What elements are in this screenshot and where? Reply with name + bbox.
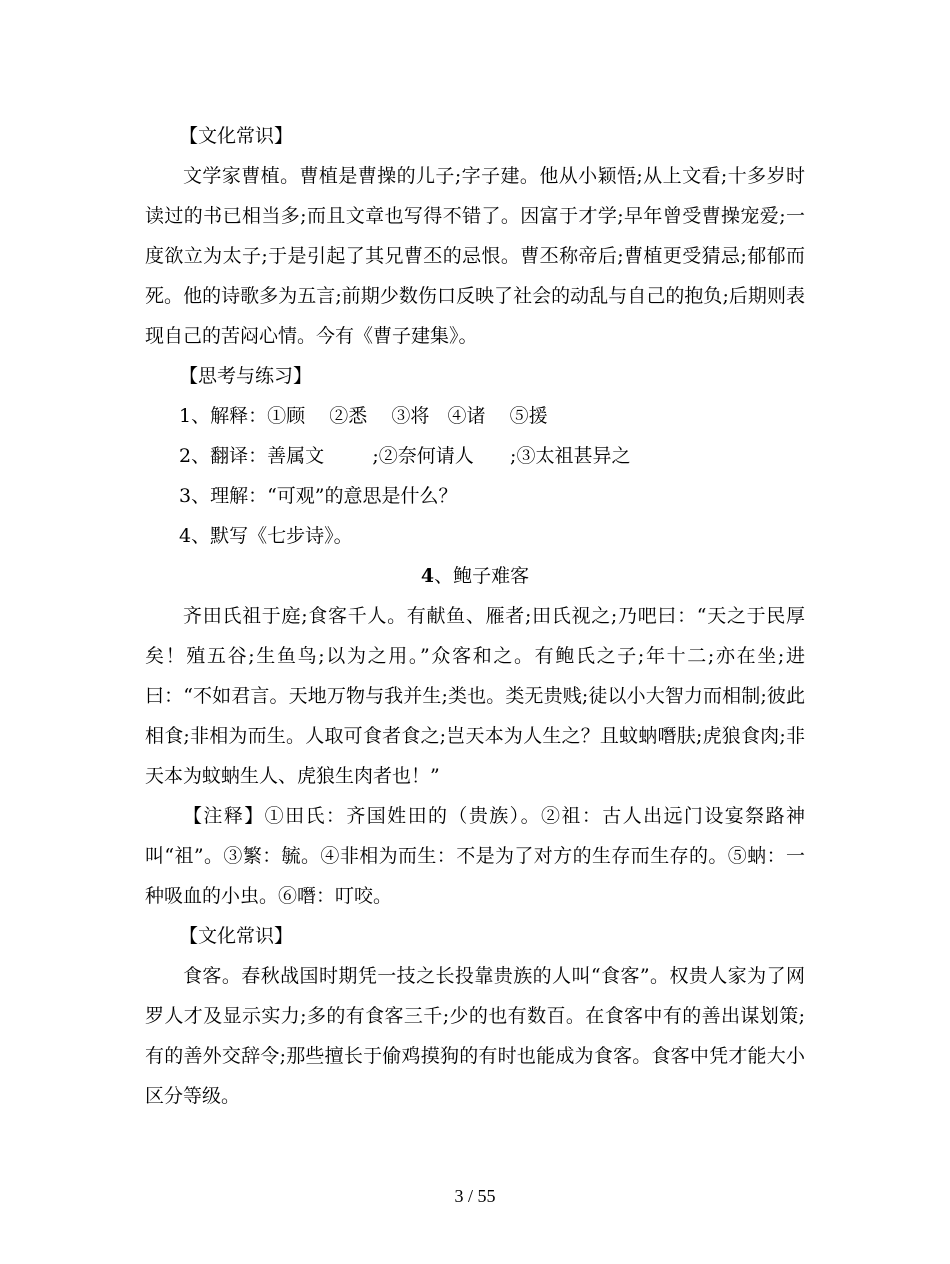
article-title: [145, 556, 805, 596]
exercise-item-2: 2、翻译：善属文 ;②奈何请人 ;③太祖甚异之: [179, 445, 631, 467]
article-body: 齐田氏祖于庭;食客千人。有献鱼、雁者;田氏视之;乃吧曰：“天之于民厚矣！殖五谷;生鱼鸟;以为之用。”众客和之。有鲍氏之子;年十二;亦在坐;进曰：“不如君言。天地万物与我并生;类也。类无贵贱;徒以小大智力而相制;彼此相食;非相为而生。人取可食者食之;岂天本为人生之？且蚊蚋噆肤;虎狼食肉;非天本为蚊蚋生人、虎狼生肉者也！”: [145, 605, 805, 787]
culture-paragraph-cao-zhi: 文学家曹植。曹植是曹操的儿子;字子建。他从小颖悟;从上文看;十多岁时读过的书已相当多;而且文章也写得不错了。因富于才学;早年曾受曹操宠爱;一度欲立为太子;于是引起了其兄曹丕的忌恨。曹丕称帝后;曹植更受猜忌;郁郁而死。他的诗歌多为五言;前期少数伤口反映了社会的动乱与自己的抱负;后期则表现自己的苦闷心情。今有《曹子建集》。: [145, 165, 805, 347]
page-number: 3 / 55: [454, 1186, 496, 1206]
exercise-item-4: 4、默写《七步诗》。: [179, 525, 353, 547]
section-heading-exercises: 【思考与练习】: [179, 365, 313, 387]
section-heading-culture: 【文化常识】: [179, 125, 294, 147]
exercise-item-1: 1、解释：①顾 ②悉 ③将 ④诸 ⑤援: [179, 405, 548, 427]
page-content: [145, 116, 805, 1116]
exercise-item-3: 3、理解：“可观”的意思是什么？: [179, 485, 458, 507]
culture-paragraph-shike: 食客。春秋战国时期凭一技之长投靠贵族的人叫“食客”。权贵人家为了网罗人才及显示实力;多的有食客三千;少的也有数百。在食客中有的善出谋划策;有的善外交辞令;那些擅长于偷鸡摸狗的有时也能成为食客。食客中凭才能大小区分等级。: [145, 965, 805, 1107]
article-title-number: 4: [420, 565, 435, 587]
section-heading-culture-2: 【文化常识】: [179, 925, 294, 947]
article-title-text: 、鲍子难客: [434, 565, 530, 587]
article-notes: 【注释】①田氏：齐国姓田的（贵族）。②祖：古人出远门设宴祭路神叫“祖”。③繁：毓。④非相为而生：不是为了对方的生存而生存的。⑤蚋：一种吸血的小虫。⑥噆：叮咬。: [145, 805, 805, 907]
